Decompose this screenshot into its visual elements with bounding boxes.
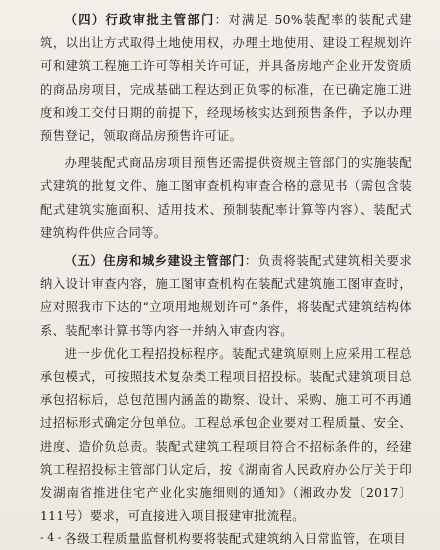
paragraph-housing-department bbox=[40, 249, 412, 343]
section-heading: （五）住房和城乡建设主管部门 bbox=[64, 253, 245, 269]
paragraph-presale-requirements bbox=[40, 152, 412, 245]
paragraph-text: 各级工程质量监督机构要将装配式建筑纳入日常监管，在项目 bbox=[64, 532, 407, 547]
paragraph-text: 进一步优化工程招投标程序。装配式建筑原则上应采用工程总承包模式，可按照技术复杂类工程项目招投标。装配式建筑项目总承包招标后，总包范围内涵盖的勘察、设计、采购、施工可不再通过招标形式确定分包单位。工程总承包企业要对工程质量、安全、进度、造价负总责。装配式建筑工程项目符合不招标条件的，经建筑工程招投标主管部门认定后，按《湖南省人民政府办公厅关于印发湖南省推进住宅产业化实施细则的通知》（湘政办发〔2017〕111号）要求，可直接进入项目报建审批流程。 bbox=[40, 346, 412, 524]
section-heading: （四）行政审批主管部门 bbox=[64, 12, 215, 27]
paragraph-bidding-procedure bbox=[40, 343, 412, 529]
paragraph-text: 办理装配式商品房项目预售还需提供资规主管部门的实施装配式建筑的批复文件、施工图审查机构审查合格的意见书（需包含装配式建筑实施面积、适用技术、预制装配率计算等内容）、装配式建筑构件供应合同等。 bbox=[40, 156, 412, 240]
paragraph-text: ：对满足 50%装配率的装配式建筑，以出让方式取得土地使用权，办理土地使用、建设工程规划许可和建筑工程施工许可等相关许可证，并具备房地产企业开发资质的商品房项目，完成基础工程达到正负零的标准，在已确定施工进度和竣工交付日期的前提下，经现场核实达到预售条件，予以办理预售登记，领取商品房预售许可证。 bbox=[40, 13, 412, 144]
document-body bbox=[40, 8, 412, 550]
paragraph-quality-supervision bbox=[40, 528, 412, 550]
paragraph-administrative-approval bbox=[40, 8, 412, 148]
page-number: - 4 - bbox=[40, 531, 62, 544]
paragraph-text: ：负责将装配式建筑相关要求纳入设计审查内容，施工图审查机构在装配式建筑施工图审查时，应对照我市下达的“立项用地规划许可”条件，将装配式建筑结构体系、装配率计算书等内容一并纳入审查内容。 bbox=[40, 254, 412, 338]
